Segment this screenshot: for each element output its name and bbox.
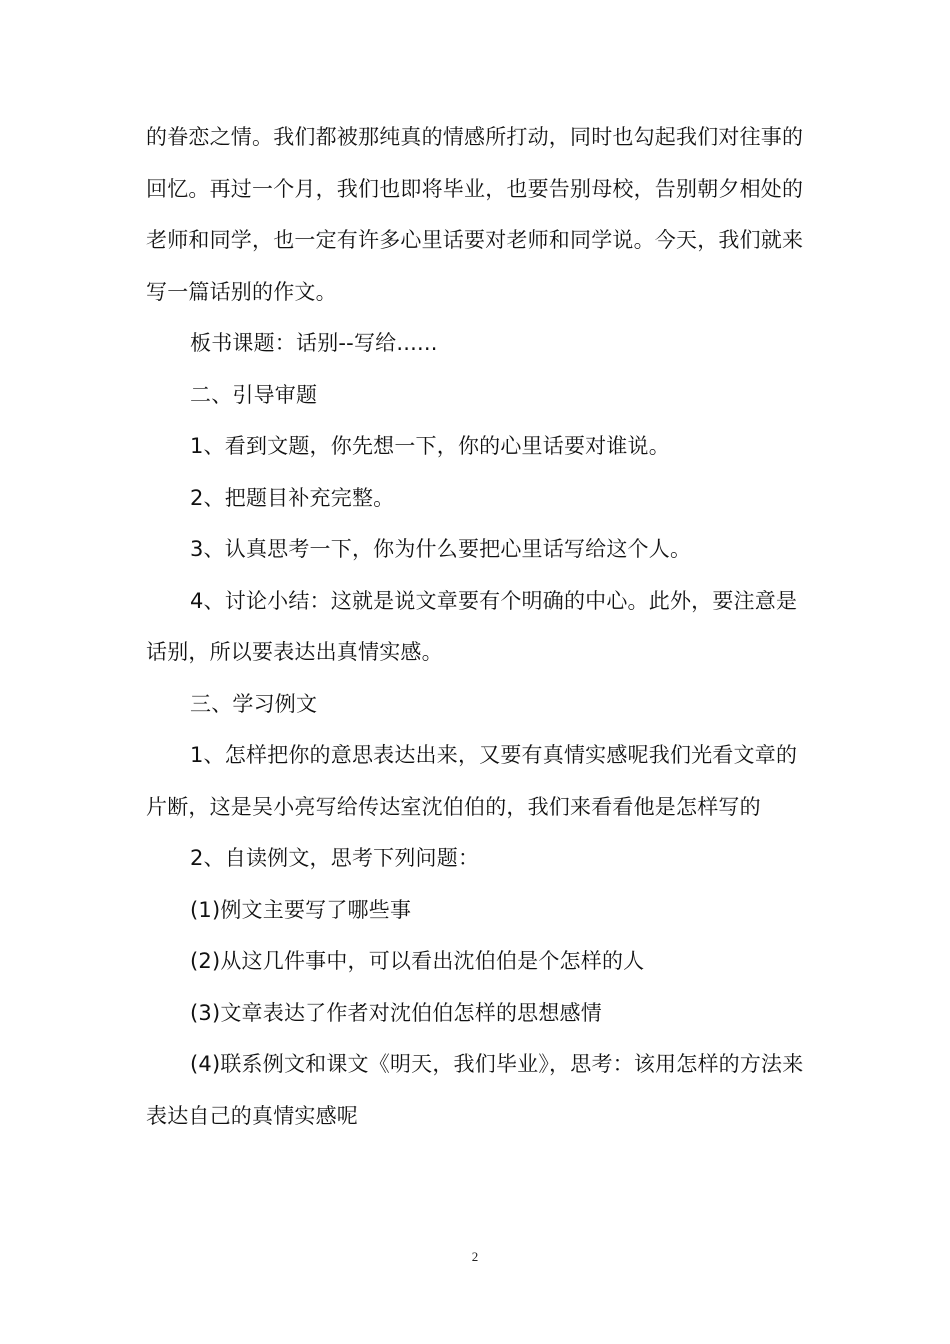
page-number: 2 (471, 1249, 479, 1264)
question-item: (3)文章表达了作者对沈伯伯怎样的思想感情 (190, 1000, 602, 1025)
paragraph-intro-continuation: 的眷恋之情。我们都被那纯真的情感所打动，同时也勾起我们对往事的回忆。再过一个月，我们也即将毕业，也要告别母校，告别朝夕相处的老师和同学，也一定有许多心里话要对老师和同学说。今天，我们就来写一篇话别的作文。 (146, 125, 804, 304)
list-item: 2、自读例文，思考下列问题： (190, 846, 480, 870)
list-item: 1、怎样把你的意思表达出来，又要有真情实感呢我们光看文章的片断，这是吴小亮写给传达室沈伯伯的，我们来看看他是怎样写的 (146, 743, 798, 819)
list-item: 3、认真思考一下，你为什么要把心里话写给这个人。 (190, 537, 692, 561)
section-heading-guide: 二、引导审题 (190, 382, 318, 407)
paragraph-blackboard-title: 板书课题：话别--写给...... (190, 331, 438, 355)
section-heading-example: 三、学习例文 (190, 691, 318, 716)
question-item: (1)例文主要写了哪些事 (190, 897, 412, 922)
question-item: (4)联系例文和课文《明天，我们毕业》，思考：该用怎样的方法来表达自己的真情实感呢 (146, 1052, 804, 1128)
list-item: 2、把题目补充完整。 (190, 485, 395, 510)
list-item: 4、讨论小结：这就是说文章要有个明确的中心。此外，要注意是话别，所以要表达出真情实感。 (146, 588, 798, 664)
document-body (146, 112, 810, 1142)
list-item: 1、看到文题，你先想一下，你的心里话要对谁说。 (190, 434, 670, 458)
question-item: (2)从这几件事中，可以看出沈伯伯是个怎样的人 (190, 949, 645, 973)
